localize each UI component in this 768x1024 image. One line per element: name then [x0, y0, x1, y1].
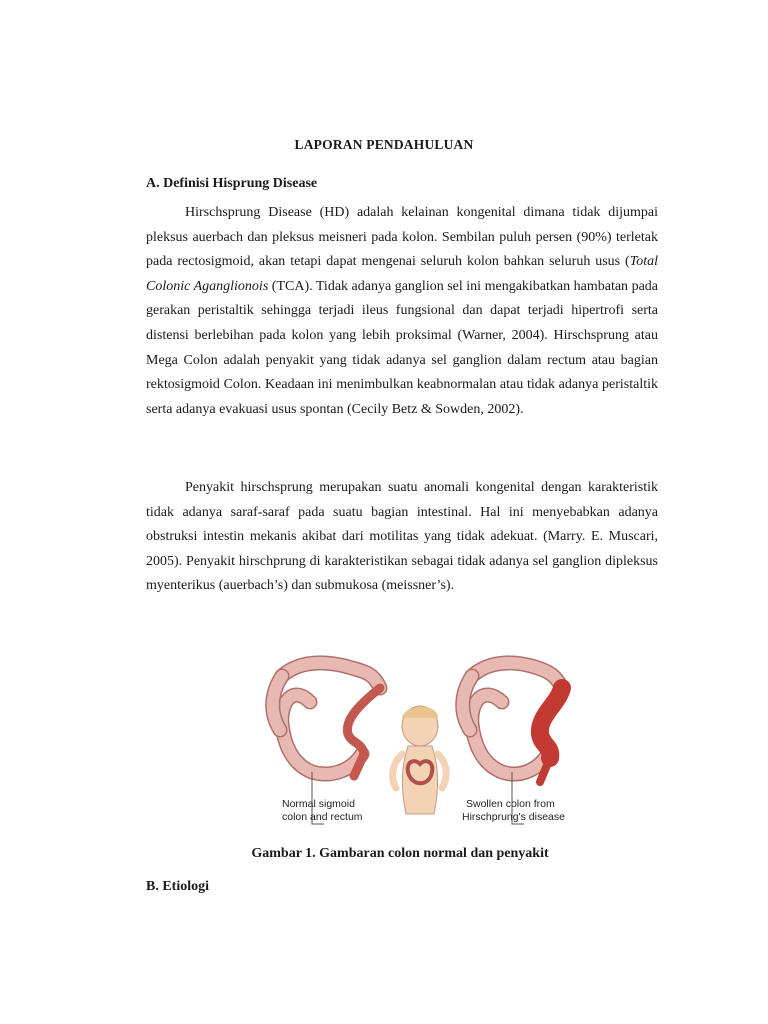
label-swollen-line-2: Hirschprung's disease [462, 811, 565, 823]
paragraph-1-text-start: Hirschsprung Disease (HD) adalah kelainan kongenital dimana tidak dijumpai pleksus auerbach dan pleksus meisneri pada kolon. Sembilan puluh persen (90%) terletak pada rectosigmoid, akan tetapi dapat mengenai seluruh kolon bahkan seluruh usus ( [146, 205, 658, 270]
page-title: LAPORAN PENDAHULUAN [294, 137, 474, 152]
label-normal-line-1: Normal sigmoid [282, 798, 355, 810]
colon-illustration [262, 654, 576, 828]
section-a-heading: A. Definisi Hisprung Disease [146, 176, 318, 191]
section-b-heading: B. Etiologi [146, 879, 210, 894]
swollen-colon-drawing [462, 663, 565, 824]
paragraph-1-text-end: (TCA). Tidak adanya ganglion sel ini mengakibatkan hambatan pada gerakan peristaltik sehingga terjadi ileus fungsional dan dapat terjadi hipertrofi serta distensi berlebihan pada kolon yang lebih proksimal (Warner, 2004). Hirschsprung atau Mega Colon adalah penyakit yang tidak adanya sel ganglion dalam rectum atau bagian rektosigmoid Colon. Keadaan ini menimbulkan keabnormalan atau tidak adanya peristaltik serta adanya evakuasi usus spontan (Cecily Betz & Sowden, 2002). [146, 278, 658, 417]
paragraph-1-italic-term: Total Colonic Aganglionois [146, 254, 658, 294]
section-a-paragraph-2: Penyakit hirschsprung merupakan suatu anomali kongenital dengan karakteristik tidak adanya saraf-saraf pada suatu bagian intestinal. Hal ini menyebabkan adanya obstruksi intestin mekanis akibat dari motilitas yang tidak adekuat. (Marry. E. Muscari, 2005). Penyakit hirschprung di karakteristikan sebagai tidak adanya sel ganglion dipleksus myenterikus (auerbach’s) dan submukosa (meissner’s). [146, 480, 658, 594]
label-swollen-line-1: Swollen colon from [466, 798, 555, 810]
section-a-paragraph-1 [146, 201, 658, 422]
figure-caption: Gambar 1. Gambaran colon normal dan penyakit [251, 846, 549, 861]
normal-colon-drawing [273, 663, 380, 824]
label-normal-line-2: colon and rectum [282, 811, 363, 823]
child-figure [393, 706, 446, 814]
